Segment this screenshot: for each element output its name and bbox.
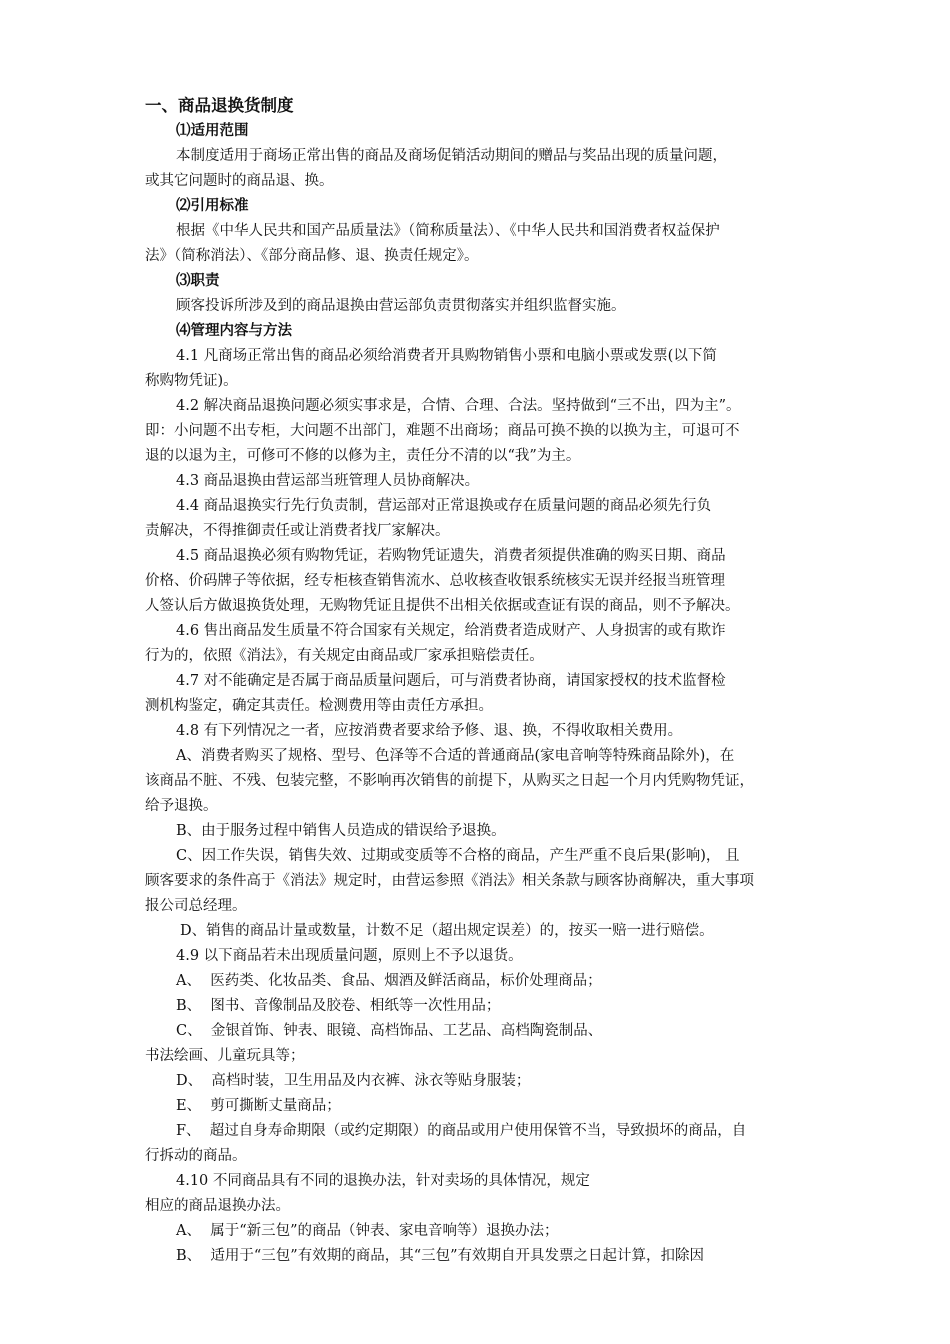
section-heading-duties: ⑶职责	[176, 273, 220, 289]
paragraph-line: 根据《中华人民共和国产品质量法》（简称质量法）、《中华人民共和国消费者权益保护	[176, 223, 720, 239]
paragraph-line: 本制度适用于商场正常出售的商品及商场促销活动期间的赠品与奖品出现的质量问题，	[176, 148, 727, 164]
paragraph-line: 给予退换。	[145, 798, 218, 814]
paragraph-line: 顾客投诉所涉及到的商品退换由营运部负责贯彻落实并组织监督实施。	[176, 298, 626, 314]
paragraph-line: 4.4 商品退换实行先行负责制，营运部对正常退换或存在质量问题的商品必须先行负	[176, 498, 712, 514]
paragraph-line: 4.9 以下商品若未出现质量问题，原则上不予以退货。	[176, 948, 523, 964]
paragraph-line: 行为的，依照《消法》，有关规定由商品或厂家承担赔偿责任。	[145, 648, 544, 664]
paragraph-line: 顾客要求的条件高于《消法》规定时，由营运参照《消法》相关条款与顾客协商解决，重大事项	[145, 873, 754, 889]
paragraph-line: 报公司总经理。	[145, 898, 247, 914]
document-title: 一、商品退换货制度	[145, 96, 294, 115]
paragraph-line: 4.8 有下列情况之一者，应按消费者要求给予修、退、换，不得收取相关费用。	[176, 723, 683, 739]
section-heading-management: ⑷管理内容与方法	[176, 323, 292, 339]
list-item: B、 图书、音像制品及胶卷、相纸等一次性用品；	[176, 998, 501, 1014]
paragraph-line: C、因工作失误，销售失效、过期或变质等不合格的商品，产生严重不良后果(影响)， 且	[176, 848, 740, 864]
list-item: F、 超过自身寿命期限（或约定期限）的商品或用户使用保管不当，导致损坏的商品，自	[176, 1123, 747, 1139]
section-heading-scope: ⑴适用范围	[176, 123, 249, 139]
paragraph-line: A、消费者购买了规格、型号、色泽等不合适的普通商品(家电音响等特殊商品除外)，在	[176, 748, 735, 764]
list-item: E、 剪可撕断丈量商品；	[176, 1098, 341, 1114]
paragraph-line: 4.7 对不能确定是否属于商品质量问题后，可与消费者协商，请国家授权的技术监督检	[176, 673, 726, 689]
paragraph-line: 4.6 售出商品发生质量不符合国家有关规定，给消费者造成财产、人身损害的或有欺诈	[176, 623, 726, 639]
paragraph-line: 或其它问题时的商品退、换。	[145, 173, 334, 189]
paragraph-line: 4.1 凡商场正常出售的商品必须给消费者开具购物销售小票和电脑小票或发票(以下简	[176, 348, 717, 364]
paragraph-line: 人签认后方做退换货处理，无购物凭证且提供不出相关依据或查证有误的商品，则不予解决。	[145, 598, 740, 614]
section-heading-standards: ⑵引用标准	[176, 198, 249, 214]
paragraph-line: 法》（简称消法）、《部分商品修、退、换责任规定》。	[145, 248, 479, 264]
paragraph-line: 价格、价码牌子等依据，经专柜核查销售流水、总收核查收银系统核实无误并经报当班管理	[145, 573, 725, 589]
paragraph-line: 4.2 解决商品退换问题必须实事求是，合情、合理、合法。坚持做到“三不出，四为主”。	[176, 398, 741, 414]
list-item: C、 金银首饰、钟表、眼镜、高档饰品、工艺品、高档陶瓷制品、	[176, 1023, 603, 1039]
list-item: A、 医药类、化妆品类、食品、烟酒及鲜活商品，标价处理商品；	[176, 973, 602, 989]
paragraph-line: 4.3 商品退换由营运部当班管理人员协商解决。	[176, 473, 480, 489]
paragraph-line: 该商品不脏、不残、包装完整，不影响再次销售的前提下，从购买之日起一个月内凭购物凭证，	[145, 773, 754, 789]
list-item: D、 高档时装，卫生用品及内衣裤、泳衣等贴身服装；	[176, 1073, 531, 1089]
paragraph-line: 称购物凭证)。	[145, 373, 238, 389]
paragraph-line: B、由于服务过程中销售人员造成的错误给予退换。	[176, 823, 506, 839]
paragraph-line: 责解决，不得推御责任或让消费者找厂家解决。	[145, 523, 450, 539]
paragraph-line: 相应的商品退换办法。	[145, 1198, 290, 1214]
paragraph-line: D、销售的商品计量或数量，计数不足（超出规定误差）的，按买一赔一进行赔偿。	[180, 923, 714, 939]
paragraph-line: 即：小问题不出专柜，大问题不出部门，难题不出商场；商品可换不换的以换为主，可退可不	[145, 423, 740, 439]
list-item: B、 适用于“三包”有效期的商品，其“三包”有效期自开具发票之日起计算，扣除因	[176, 1248, 705, 1264]
paragraph-line: 4.10 不同商品具有不同的退换办法，针对卖场的具体情况，规定	[176, 1173, 590, 1189]
paragraph-line: 退的以退为主，可修可不修的以修为主，责任分不清的以“我”为主。	[145, 448, 581, 464]
paragraph-line: 测机构鉴定，确定其责任。检测费用等由责任方承担。	[145, 698, 493, 714]
list-item: A、 属于“新三包”的商品（钟表、家电音响等）退换办法；	[176, 1223, 559, 1239]
paragraph-line: 行拆动的商品。	[145, 1148, 247, 1164]
paragraph-line: 书法绘画、儿童玩具等；	[145, 1048, 305, 1064]
paragraph-line: 4.5 商品退换必须有购物凭证，若购物凭证遗失，消费者须提供准确的购买日期、商品	[176, 548, 726, 564]
